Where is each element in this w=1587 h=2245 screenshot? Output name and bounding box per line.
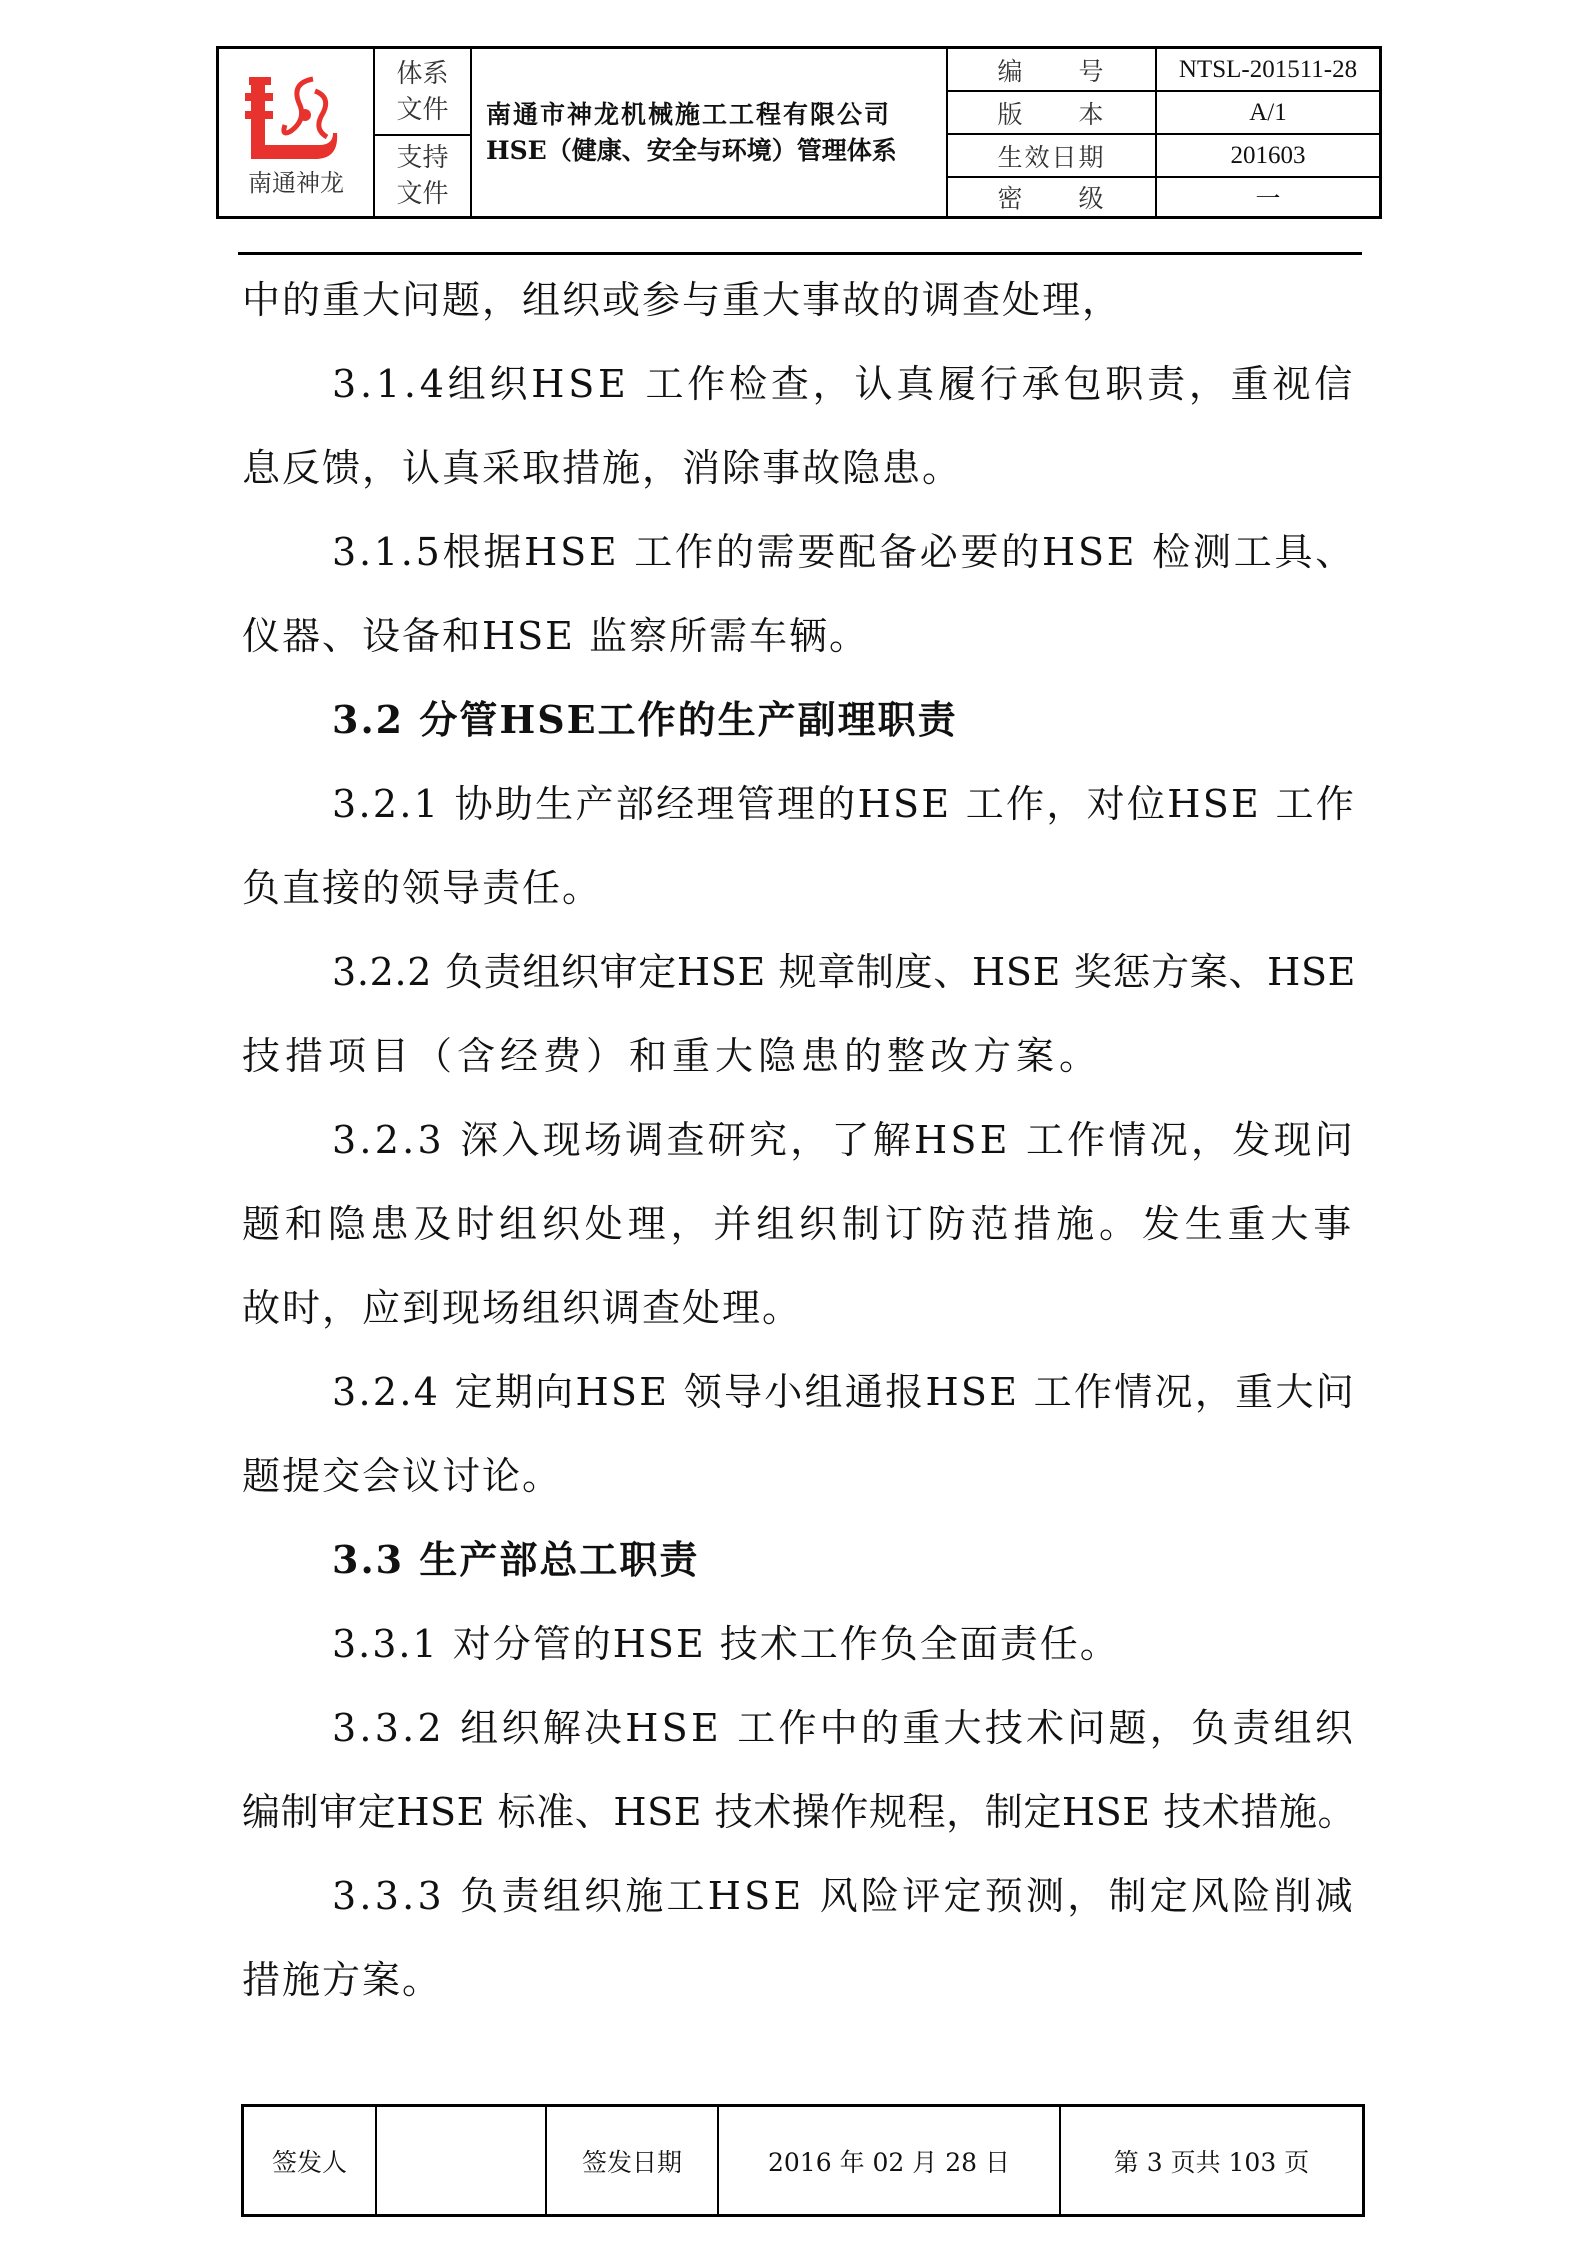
body-line: 3.3.2 组织解决HSE 工作中的重大技术问题，负责组织 bbox=[332, 1706, 1357, 1750]
issuer-value bbox=[377, 2107, 545, 2214]
body-line: 3.3.1 对分管的HSE 技术工作负全面责任。 bbox=[332, 1622, 1120, 1666]
logo-mark-icon bbox=[241, 67, 351, 167]
body-line: 3.1.4组织HSE 工作检查，认真履行承包职责，重视信 bbox=[332, 362, 1357, 406]
page-info: 第 3 页共 103 页 bbox=[1113, 2147, 1310, 2177]
body-line: 3.2.3 深入现场调查研究，了解HSE 工作情况，发现问 bbox=[332, 1118, 1357, 1162]
field-value-number: NTSL-201511-28 bbox=[1178, 55, 1358, 83]
doc-type-support: 支持文件 bbox=[396, 143, 449, 209]
issue-date-label: 签发日期 bbox=[581, 2147, 682, 2177]
body-line: 3.2.1 协助生产部经理管理的HSE 工作，对位HSE 工作 bbox=[332, 782, 1357, 826]
section-heading: 3.2 分管HSE工作的生产副理职责 bbox=[332, 697, 958, 742]
body-line: 题提交会议讨论。 bbox=[242, 1454, 563, 1498]
logo-text: 南通神龙 bbox=[248, 169, 344, 197]
field-key-version: 版 本 bbox=[997, 99, 1106, 129]
body-line: 中的重大问题，组织或参与重大事故的调查处理， bbox=[242, 278, 1123, 322]
issue-date-value: 2016 年 02 月 28 日 bbox=[768, 2147, 1010, 2177]
body-line: 3.1.5根据HSE 工作的需要配备必要的HSE 检测工具、 bbox=[332, 530, 1357, 574]
doc-type-system: 体系文件 bbox=[396, 58, 449, 125]
company-logo bbox=[219, 49, 373, 216]
field-value-effective-date: 201603 bbox=[1230, 141, 1306, 169]
body-line: 3.2.2 负责组织审定HSE 规章制度、HSE 奖惩方案、HSE bbox=[332, 950, 1357, 994]
header-divider bbox=[238, 252, 1362, 255]
body-line: 故时，应到现场组织调查处理。 bbox=[242, 1286, 803, 1330]
body-line: 仪器、设备和HSE 监察所需车辆。 bbox=[242, 614, 869, 658]
issuer-label: 签发人 bbox=[271, 2147, 347, 2177]
document-footer-table bbox=[241, 2104, 1365, 2217]
body-line: 编制审定HSE 标准、HSE 技术操作规程，制定HSE 技术措施。 bbox=[242, 1790, 1357, 1834]
field-value-classification: 一 bbox=[1255, 186, 1281, 213]
field-key-effective-date: 生效日期 bbox=[997, 142, 1106, 172]
field-key-classification: 密 级 bbox=[997, 184, 1106, 213]
document-body bbox=[242, 258, 1356, 2022]
body-line: 技措项目（含经费）和重大隐患的整改方案。 bbox=[242, 1034, 1103, 1078]
body-line: 负直接的领导责任。 bbox=[242, 866, 603, 910]
field-value-version: A/1 bbox=[1249, 98, 1287, 126]
system-name: HSE（健康、安全与环境）管理体系 bbox=[486, 135, 897, 165]
body-line: 措施方案。 bbox=[242, 1958, 443, 2002]
document-header-table bbox=[216, 46, 1382, 219]
body-line: 3.2.4 定期向HSE 领导小组通报HSE 工作情况，重大问 bbox=[332, 1370, 1357, 1414]
body-line: 息反馈，认真采取措施，消除事故隐患。 bbox=[242, 446, 963, 490]
section-heading: 3.3 生产部总工职责 bbox=[332, 1537, 700, 1582]
body-line: 3.3.3 负责组织施工HSE 风险评定预测，制定风险削减 bbox=[332, 1874, 1357, 1918]
document-title bbox=[472, 49, 946, 216]
field-key-number: 编 号 bbox=[997, 56, 1106, 86]
body-line: 题和隐患及时组织处理，并组织制订防范措施。发生重大事 bbox=[242, 1202, 1357, 1246]
company-name: 南通市神龙机械施工工程有限公司 bbox=[486, 99, 892, 129]
